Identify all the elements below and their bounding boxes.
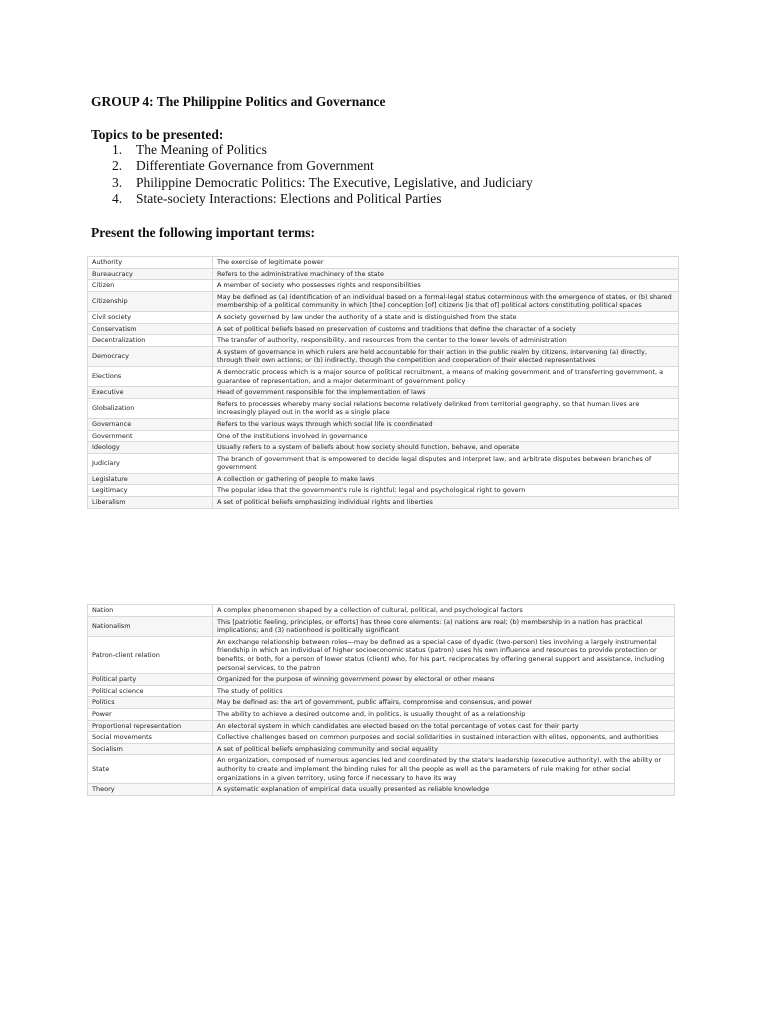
- term-cell: Political party: [88, 674, 213, 686]
- term-cell: Authority: [88, 257, 213, 269]
- table-row: [88, 720, 675, 732]
- term-cell: Legitimacy: [88, 485, 213, 497]
- term-cell: Legislature: [88, 473, 213, 485]
- definition-cell: The branch of government that is empowered to decide legal disputes and interpret law, and arbitrate disputes between branches of government: [213, 453, 679, 473]
- term-cell: Governance: [88, 418, 213, 430]
- definition-cell: A systematic explanation of empirical data usually presented as reliable knowledge: [213, 784, 675, 796]
- term-cell: Ideology: [88, 442, 213, 454]
- definition-cell: An exchange relationship between roles—may be defined as a special case of dyadic (two-person) ties involving a largely instrumental friendship in which an individual of higher socioeconomic status (patron) uses his own influence and resources to provide protection or benefits, or both, for a person of lower status (client) who, for his part, reciprocates by offering general support and assistance, including personal services, to the patron: [213, 636, 675, 673]
- table-row: [88, 755, 675, 784]
- table-row: [88, 268, 679, 280]
- definition-cell: A society governed by law under the authority of a state and is distinguished from the state: [213, 311, 679, 323]
- table-row: [88, 280, 679, 292]
- term-cell: Democracy: [88, 346, 213, 366]
- term-cell: Globalization: [88, 398, 213, 418]
- table-row: [88, 616, 675, 636]
- table-row: [88, 605, 675, 617]
- definition-cell: The transfer of authority, responsibility, and resources from the center to the lower levels of administration: [213, 335, 679, 347]
- table-row: [88, 674, 675, 686]
- definition-cell: Head of government responsible for the implementation of laws: [213, 387, 679, 399]
- definition-cell: A democratic process which is a major source of political recruitment, a means of making government and of transferring government, a guarantee of representation, and a major determinant of government policy: [213, 366, 679, 386]
- definition-cell: This [patriotic feeling, principles, or efforts] has three core elements: (a) nations are real; (b) membership in a nation has practical implications; and (3) nationhood is politically significant: [213, 616, 675, 636]
- definition-cell: A collection or gathering of people to make laws: [213, 473, 679, 485]
- table-row: [88, 685, 675, 697]
- term-cell: Nation: [88, 605, 213, 617]
- term-cell: Socialism: [88, 743, 213, 755]
- term-cell: Citizen: [88, 280, 213, 292]
- definition-cell: The study of politics: [213, 685, 675, 697]
- table-row: [88, 387, 679, 399]
- table-row: [88, 697, 675, 709]
- topic-text: Philippine Democratic Politics: The Executive, Legislative, and Judiciary: [136, 174, 533, 190]
- term-cell: Liberalism: [88, 497, 213, 509]
- term-cell: Decentralization: [88, 335, 213, 347]
- definition-cell: The exercise of legitimate power: [213, 257, 679, 269]
- definition-cell: A set of political beliefs emphasizing individual rights and liberties: [213, 497, 679, 509]
- term-cell: Proportional representation: [88, 720, 213, 732]
- term-cell: Civil society: [88, 311, 213, 323]
- term-cell: Political science: [88, 685, 213, 697]
- table-row: [88, 257, 679, 269]
- table-row: [88, 366, 679, 386]
- definition-cell: May be defined as: the art of government, public affairs, compromise and consensus, and power: [213, 697, 675, 709]
- table-row: [88, 485, 679, 497]
- table-row: [88, 311, 679, 323]
- terms-table-2: [87, 604, 675, 796]
- topic-number: 3.: [112, 174, 123, 190]
- term-cell: State: [88, 755, 213, 784]
- term-cell: Politics: [88, 697, 213, 709]
- table-row: [88, 418, 679, 430]
- table-row: [88, 636, 675, 673]
- definition-cell: An electoral system in which candidates are elected based on the total percentage of votes cast for their party: [213, 720, 675, 732]
- term-cell: Citizenship: [88, 291, 213, 311]
- table-row: [88, 708, 675, 720]
- table-row: [88, 442, 679, 454]
- topic-item: [112, 142, 533, 158]
- topic-text: State-society Interactions: Elections and Political Parties: [136, 190, 442, 206]
- topic-item: [112, 191, 533, 207]
- topic-item: [112, 158, 533, 174]
- topic-item: [112, 175, 533, 191]
- topic-text: The Meaning of Politics: [136, 142, 267, 157]
- definition-cell: Organized for the purpose of winning government power by electoral or other means: [213, 674, 675, 686]
- definition-cell: One of the institutions involved in governance: [213, 430, 679, 442]
- topics-list: [112, 142, 533, 207]
- topic-text: Differentiate Governance from Government: [136, 158, 374, 174]
- table-row: [88, 732, 675, 744]
- table-row: [88, 323, 679, 335]
- table-row: [88, 743, 675, 755]
- definition-cell: A complex phenomenon shaped by a collection of cultural, political, and psychological factors: [213, 605, 675, 617]
- definition-cell: An organization, composed of numerous agencies led and coordinated by the state's leadership (executive authority), with the ability or authority to create and implement the binding rules for all the people as well as the parameters of rule making for other social organizations in a given territory, using force if necessary to have its way: [213, 755, 675, 784]
- term-cell: Patron-client relation: [88, 636, 213, 673]
- definition-cell: The popular idea that the government's rule is rightful; legal and psychological right to govern: [213, 485, 679, 497]
- topics-heading: Topics to be presented:: [91, 127, 224, 142]
- definition-cell: Refers to processes whereby many social relations become relatively delinked from territorial geography, so that human lives are increasingly played out in the world as a single place: [213, 398, 679, 418]
- term-cell: Theory: [88, 784, 213, 796]
- topic-number: 1.: [112, 142, 123, 157]
- topic-number: 4.: [112, 190, 123, 206]
- definition-cell: A member of society who possesses rights and responsibilities: [213, 280, 679, 292]
- table-row: [88, 346, 679, 366]
- definition-cell: May be defined as (a) identification of an individual based on a formal-legal status coterminous with the emergence of states, or (b) shared membership of a political community in which [the] conception [of] citizens [is that of] political actors constituting political spaces: [213, 291, 679, 311]
- term-cell: Conservatism: [88, 323, 213, 335]
- definition-cell: Usually refers to a system of beliefs about how society should function, behave, and operate: [213, 442, 679, 454]
- topic-number: 2.: [112, 158, 123, 174]
- table-row: [88, 497, 679, 509]
- definition-cell: The ability to achieve a desired outcome and, in politics, is usually thought of as a relationship: [213, 708, 675, 720]
- table-row: [88, 453, 679, 473]
- definition-cell: A system of governance in which rulers are held accountable for their action in the public realm by citizens, intervening (a) directly, through their own actions; or (b) indirectly, though the competition and cooperation of their elected representatives: [213, 346, 679, 366]
- terms-table-1: [87, 256, 679, 509]
- table-row: [88, 784, 675, 796]
- table-row: [88, 398, 679, 418]
- term-cell: Elections: [88, 366, 213, 386]
- term-cell: Executive: [88, 387, 213, 399]
- table-row: [88, 473, 679, 485]
- term-cell: Power: [88, 708, 213, 720]
- document-title: GROUP 4: The Philippine Politics and Governance: [91, 94, 386, 109]
- term-cell: Nationalism: [88, 616, 213, 636]
- definition-cell: Refers to the various ways through which social life is coordinated: [213, 418, 679, 430]
- term-cell: Bureaucracy: [88, 268, 213, 280]
- term-cell: Judiciary: [88, 453, 213, 473]
- term-cell: Government: [88, 430, 213, 442]
- definition-cell: Collective challenges based on common purposes and social solidarities in sustained interaction with elites, opponents, and authorities: [213, 732, 675, 744]
- table-row: [88, 430, 679, 442]
- terms-heading: Present the following important terms:: [91, 225, 315, 240]
- term-cell: Social movements: [88, 732, 213, 744]
- definition-cell: Refers to the administrative machinery of the state: [213, 268, 679, 280]
- definition-cell: A set of political beliefs emphasizing community and social equality: [213, 743, 675, 755]
- table-row: [88, 335, 679, 347]
- table-row: [88, 291, 679, 311]
- definition-cell: A set of political beliefs based on preservation of customs and traditions that define the character of a society: [213, 323, 679, 335]
